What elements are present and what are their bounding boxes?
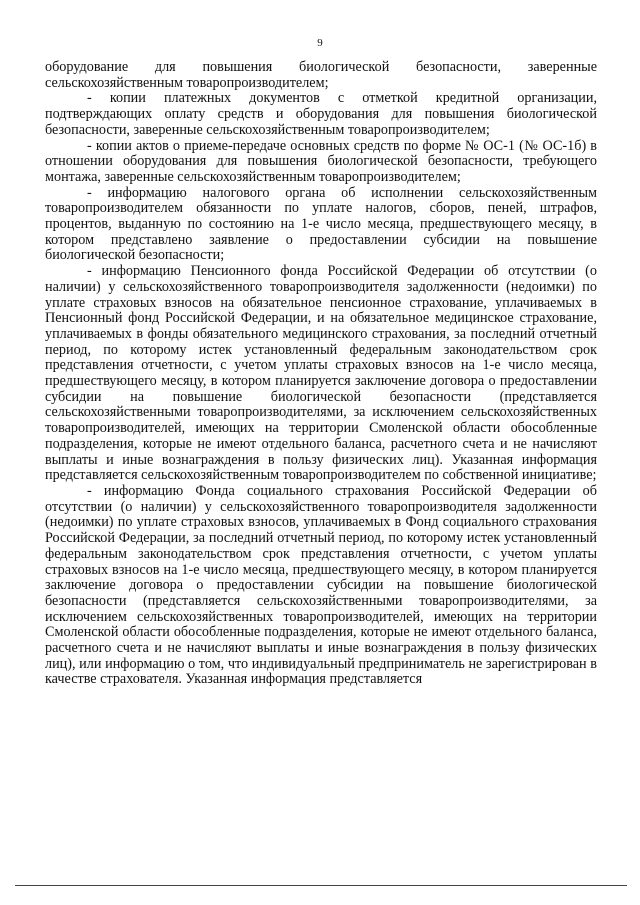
paragraph-tax-authority-info: - информацию налогового органа об исполнении сельскохозяйственным товаропроизводителем обязанности по уплате налогов, сборов, пеней, штрафов, процентов, выданную по состоянию на 1-е число месяца, предшествующего месяцу, в котором представлено заявление о предоставлении субсидии на повышение биологической безопасности; xyxy=(45,184,597,264)
paragraph-acceptance-acts: - копии актов о приеме-передаче основных средств по форме № ОС-1 (№ ОС-1б) в отношении оборудования для повышения биологической безопасности, требующего монтажа, заверенные сельскохозяйственным товаропроизводителем; xyxy=(45,137,597,185)
page-number: 9 xyxy=(317,37,323,49)
paragraph-equipment-continuation: оборудование для повышения биологической безопасности, заверенные сельскохозяйственным товаропроизводителем; xyxy=(45,59,597,91)
paragraph-pension-fund-info: - информацию Пенсионного фонда Российской Федерации об отсутствии (о наличии) у сельскохозяйственного товаропроизводителя задолженности (недоимки) по уплате страховых взносов на обязательное пенсионное страхование, уплачиваемых в Пенсионный фонд Российской Федерации, и на обязательное медицинское страхование, уплачиваемых в фонды обязательного медицинского страхования, за последний отчетный период, по которому истек установленный федеральным законодательством срок представления отчетности, с учетом уплаты страховых взносов на 1-е число месяца, предшествующего месяцу, в котором планируется заключение договора о предоставлении субсидии на повышение биологической безопасности (представляется сельскохозяйственными товаропроизводителями, за исключением сельскохозяйственных товаропроизводителей, имеющих на территории Смоленской области обособленные подразделения, которые не имеют отдельного баланса, расчетного счета и не начисляют выплаты и иные вознаграждения в пользу физических лиц). Указанная информация представляется сельскохозяйственным товаропроизводителем по собственной инициативе; xyxy=(45,263,597,484)
document-body xyxy=(45,60,597,688)
paragraph-social-insurance-fund-info: - информацию Фонда социального страхования Российской Федерации об отсутствии (о наличии) у сельскохозяйственного товаропроизводителя задолженности (недоимки) по уплате страховых взносов, уплачиваемых в Фонд социального страхования Российской Федерации, за последний отчетный период, по которому истек установленный федеральным законодательством срок представления отчетности, с учетом уплаты страховых взносов на 1-е число месяца, предшествующего месяцу, в котором планируется заключение договора о предоставлении субсидии на повышение биологической безопасности (представляется сельскохозяйственными товаропроизводителями, за исключением сельскохозяйственных товаропроизводителей, имеющих на территории Смоленской области обособленные подразделения, которые не имеют отдельного баланса, расчетного счета и не начисляют выплаты и иные вознаграждения в пользу физических лиц), или информацию о том, что индивидуальный предприниматель не зарегистрирован в качестве страхователя. Указанная информация представляется xyxy=(45,482,597,688)
footer-divider xyxy=(15,885,627,886)
paragraph-payment-documents: - копии платежных документов с отметкой кредитной организации, подтверждающих оплату средств и оборудования для повышения биологической безопасности, заверенные сельскохозяйственным товаропроизводителем; xyxy=(45,90,597,138)
